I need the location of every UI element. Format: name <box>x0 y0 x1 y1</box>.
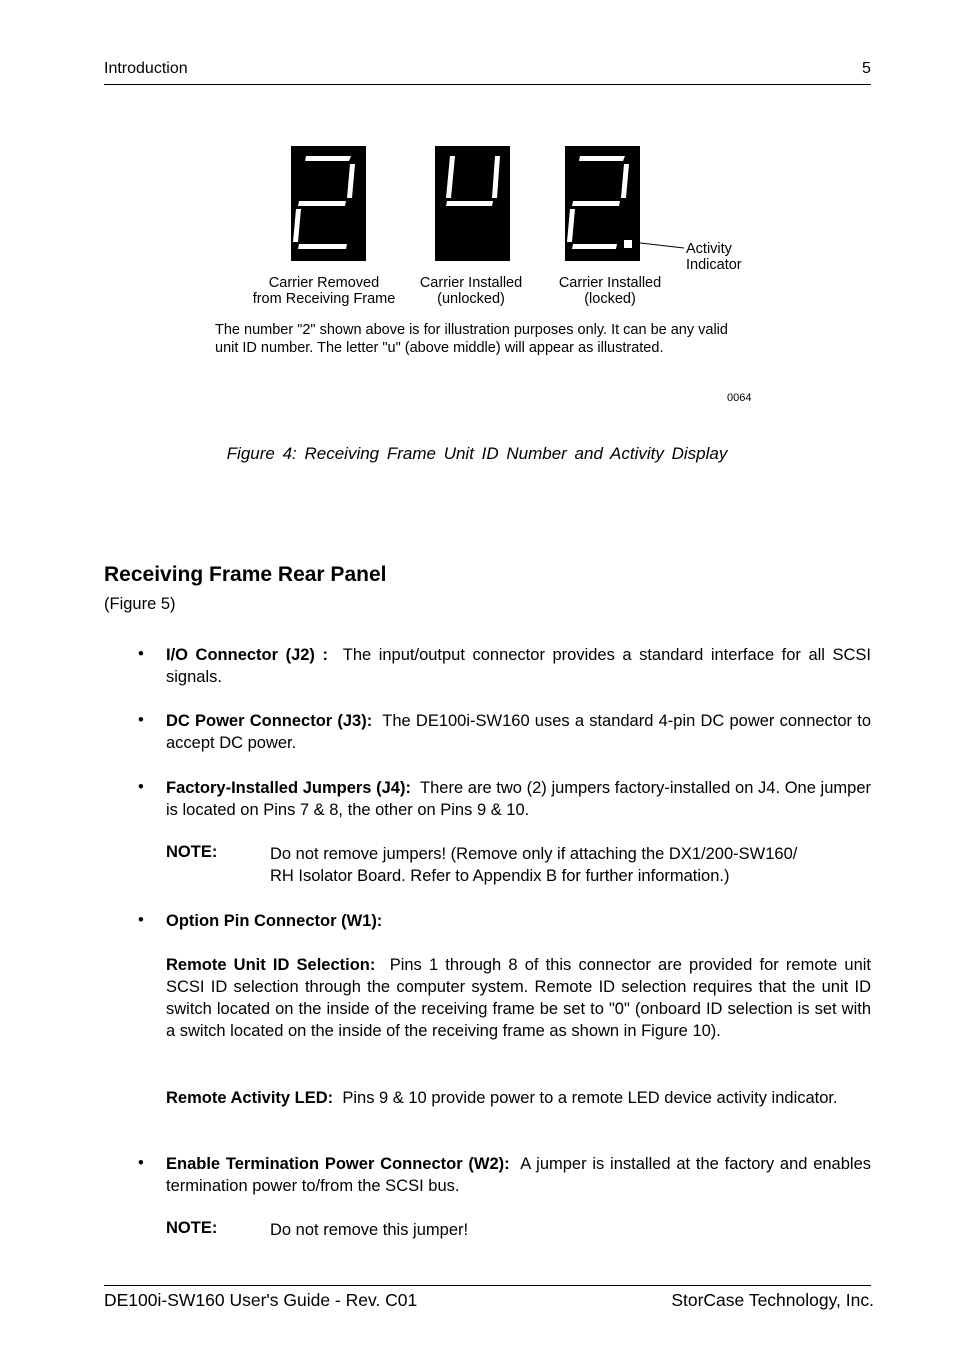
item-term: Remote Unit ID Selection: <box>166 956 376 974</box>
seven-segment-display-removed <box>291 146 366 261</box>
item-termination <box>166 1153 871 1197</box>
segment-d <box>298 244 347 249</box>
callout-line-2: Indicator <box>686 257 742 273</box>
item-dc-power <box>166 710 871 754</box>
footer-rule <box>104 1285 871 1286</box>
label-line-2: (locked) <box>584 291 636 307</box>
bullet-marker: • <box>138 911 144 929</box>
seven-segment-display-unlocked <box>435 146 510 261</box>
item-term: Enable Termination Power Connector (W2): <box>166 1155 510 1173</box>
item-jumpers <box>166 777 871 821</box>
label-line-1: Carrier Removed <box>268 275 380 291</box>
note-termination: Do not remove this jumper! <box>270 1221 469 1239</box>
segment-a <box>305 156 351 161</box>
item-term: Remote Activity LED: <box>166 1089 334 1107</box>
item-text: The input/output connector provides a standard interface for all SCSI signals. <box>166 646 872 686</box>
item-term: I/O Connector (J2) : <box>166 646 328 664</box>
segment-g <box>446 201 493 206</box>
segment-d <box>572 244 617 249</box>
section-subtitle: (Figure 5) <box>104 595 176 613</box>
activity-indicator-callout <box>686 241 742 273</box>
note-line-2: RH Isolator Board. Refer to Appendix B for further information.) <box>270 867 730 885</box>
footer-document-title: DE100i-SW160 User's Guide - Rev. C01 <box>104 1290 418 1310</box>
activity-indicator-leader <box>632 238 692 250</box>
seven-segment-display-locked <box>565 146 640 261</box>
section-title: Receiving Frame Rear Panel <box>104 563 387 586</box>
segment-f <box>446 156 455 198</box>
note-label: NOTE: <box>166 843 218 861</box>
bullet-marker: • <box>138 778 144 796</box>
segment-b <box>347 164 355 198</box>
label-line-2: (unlocked) <box>437 291 505 307</box>
label-carrier-locked <box>545 275 675 307</box>
note-jumpers <box>270 843 871 887</box>
item-term: Option Pin Connector (W1): <box>166 912 383 930</box>
label-line-1: Carrier Installed <box>558 275 662 291</box>
remote-activity-led-paragraph <box>166 1087 871 1109</box>
header-rule <box>104 84 871 85</box>
segment-e <box>567 209 575 242</box>
item-term: Factory-Installed Jumpers (J4): <box>166 779 411 797</box>
activity-dot <box>624 240 632 248</box>
figure-note-line-1: The number "2" shown above is for illustration purposes only. It can be any valid <box>215 322 728 338</box>
item-io-connector <box>166 644 871 688</box>
label-carrier-removed <box>232 275 416 307</box>
page-number: 5 <box>862 60 871 77</box>
bullet-marker: • <box>138 711 144 729</box>
segment-g <box>572 201 620 206</box>
figure-code: 0064 <box>727 392 752 404</box>
bullet-marker: • <box>138 1154 144 1172</box>
item-text: A jumper is installed at the factory and enables termination power to/from the SCSI bus. <box>166 1155 872 1195</box>
item-text: There are two (2) jumpers factory-installed on J4. One jumper is located on Pins 7 & 8, the other on Pins 9 & 10. <box>166 779 871 819</box>
segment-a <box>579 156 625 161</box>
segment-g <box>298 201 346 206</box>
segment-e <box>293 209 301 242</box>
item-text: The DE100i-SW160 uses a standard 4-pin DC power connector to accept DC power. <box>166 712 871 752</box>
item-text: Pins 1 through 8 of this connector are provided for remote unit SCSI ID selection through the computer system. Remote ID selection requires that the unit ID switch located on the inside of the receiving frame be set to "0" (onboard ID selection is set with a switch located on the inside of the receiving frame as shown in Figure 10). <box>166 956 872 1040</box>
item-text: Pins 9 & 10 provide power to a remote LED device activity indicator. <box>342 1089 838 1107</box>
figure-note <box>215 321 728 357</box>
label-line-2: from Receiving Frame <box>252 291 396 307</box>
remote-unit-id-paragraph <box>166 954 871 1042</box>
bullet-marker: • <box>138 645 144 663</box>
figure-note-line-2: unit ID number. The letter "u" (above middle) will appear as illustrated. <box>215 340 664 356</box>
segment-b <box>621 164 629 198</box>
running-header-section: Introduction <box>104 60 188 77</box>
note-label: NOTE: <box>166 1219 218 1237</box>
label-line-1: Carrier Installed <box>419 275 523 291</box>
item-option-pin <box>166 910 871 932</box>
segment-b <box>492 156 500 198</box>
label-carrier-unlocked <box>406 275 536 307</box>
item-term: DC Power Connector (J3): <box>166 712 373 730</box>
figure-caption: Figure 4: Receiving Frame Unit ID Number and Activity Display <box>226 444 728 463</box>
note-line-1: Do not remove jumpers! (Remove only if attaching the DX1/200-SW160/ <box>270 845 798 863</box>
callout-line-1: Activity <box>686 241 732 257</box>
footer-company: StorCase Technology, Inc. <box>671 1290 874 1310</box>
